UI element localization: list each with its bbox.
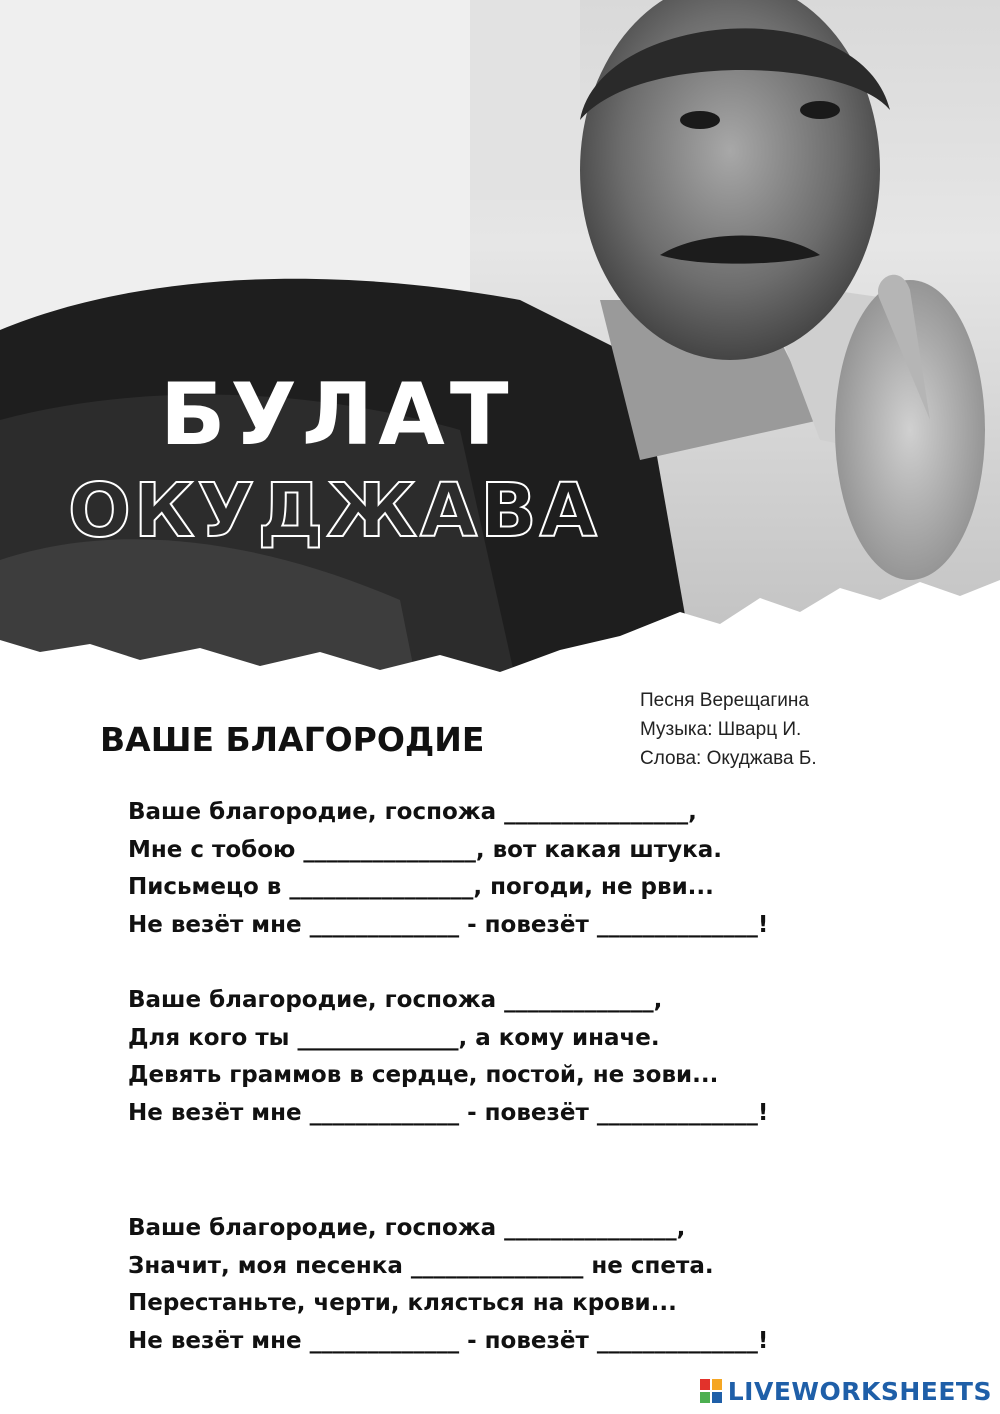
liveworksheets-footer[interactable] [700,1376,992,1406]
lyric-line: Письмецо в ________________, погоди, не рви... [128,874,714,900]
stanza-3 [128,1210,768,1360]
lyric-line: Не везёт мне _____________ - повезёт ______________! [128,911,769,938]
words-credit: Слова: Окуджава Б. [640,748,817,769]
lyric-line: Не везёт мне _____________ - повезёт ______________! [128,1327,769,1354]
lyric-line: Ваше благородие, госпожа _______________, [128,1215,686,1241]
brand-name: LIVEWORKSHEETS [727,1376,992,1406]
lyric-line: Не везёт мне _____________ - повезёт ______________! [128,1099,769,1126]
header-photo [0,0,1000,700]
lyric-line: Для кого ты ______________, а кому иначе. [128,1024,660,1051]
music-credit: Музыка: Шварц И. [640,719,802,740]
lyric-line: Перестаньте, черти, клясться на крови... [128,1290,677,1316]
stanza-2 [128,982,768,1132]
lyric-line: Девять граммов в сердце, постой, не зови... [128,1062,719,1088]
song-meta [640,686,817,773]
author-first-name: БУЛАТ [160,365,514,465]
song-name: Песня Верещагина [640,690,809,711]
lyric-line: Значит, моя песенка _______________ не спета. [128,1252,714,1279]
lyric-line: Ваше благородие, госпожа _____________, [128,987,663,1013]
author-last-name: ОКУДЖАВА [68,468,600,554]
lyric-line: Ваше благородие, госпожа ________________, [128,799,697,825]
lyric-line: Мне с тобою _______________, вот какая штука. [128,836,722,863]
liveworksheets-logo-icon [700,1379,722,1403]
stanza-1 [128,794,768,944]
song-title: ВАШЕ БЛАГОРОДИЕ [100,720,485,759]
